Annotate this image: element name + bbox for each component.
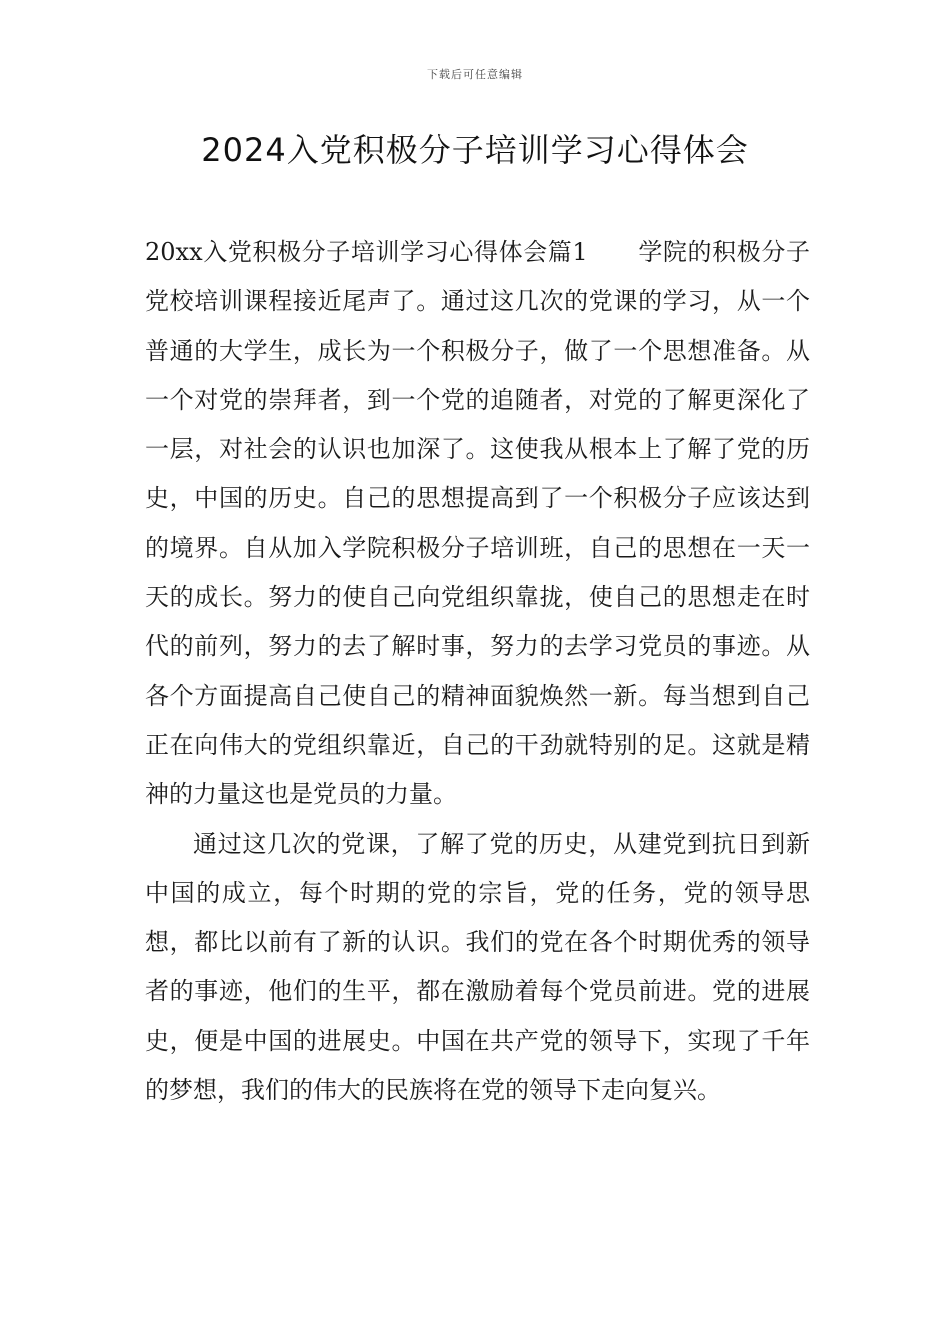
document-title: 2024入党积极分子培训学习心得体会 [201, 131, 749, 169]
header-note: 下载后可任意编辑 [427, 68, 523, 81]
paragraph-1-text: 学院的积极分子党校培训课程接近尾声了。通过这几次的党课的学习，从一个普通的大学生，成长为一个积极分子，做了一个思想准备。从一个对党的崇拜者，到一个党的追随者，对党的了解更深化了一层，对社会的认识也加深了。这使我从根本上了解了党的历史，中国的历史。自己的思想提高到了一个积极分子应该达到的境界。自从加入学院积极分子培训班，自己的思想在一天一天的成长。努力的使自己向党组织靠拢，使自己的思想走在时代的前列，努力的去了解时事，努力的去学习党员的事迹。从各个方面提高自己使自己的精神面貌焕然一新。每当想到自己正在向伟大的党组织靠近，自己的干劲就特别的足。这就是精神的力量这也是党员的力量。 [145, 238, 810, 809]
paragraph-2: 通过这几次的党课，了解了党的历史，从建党到抗日到新中国的成立，每个时期的党的宗旨，党的任务，党的领导思想，都比以前有了新的认识。我们的党在各个时期优秀的领导者的事迹，他们的生平，都在激励着每个党员前进。党的进展史，便是中国的进展史。中国在共产党的领导下，实现了千年的梦想，我们的伟大的民族将在党的领导下走向复兴。 [145, 829, 810, 1105]
paragraph-1 [145, 228, 810, 820]
paragraph-1-lead: 20xx入党积极分子培训学习心得体会篇1 [145, 238, 588, 266]
document-body [145, 228, 810, 1115]
